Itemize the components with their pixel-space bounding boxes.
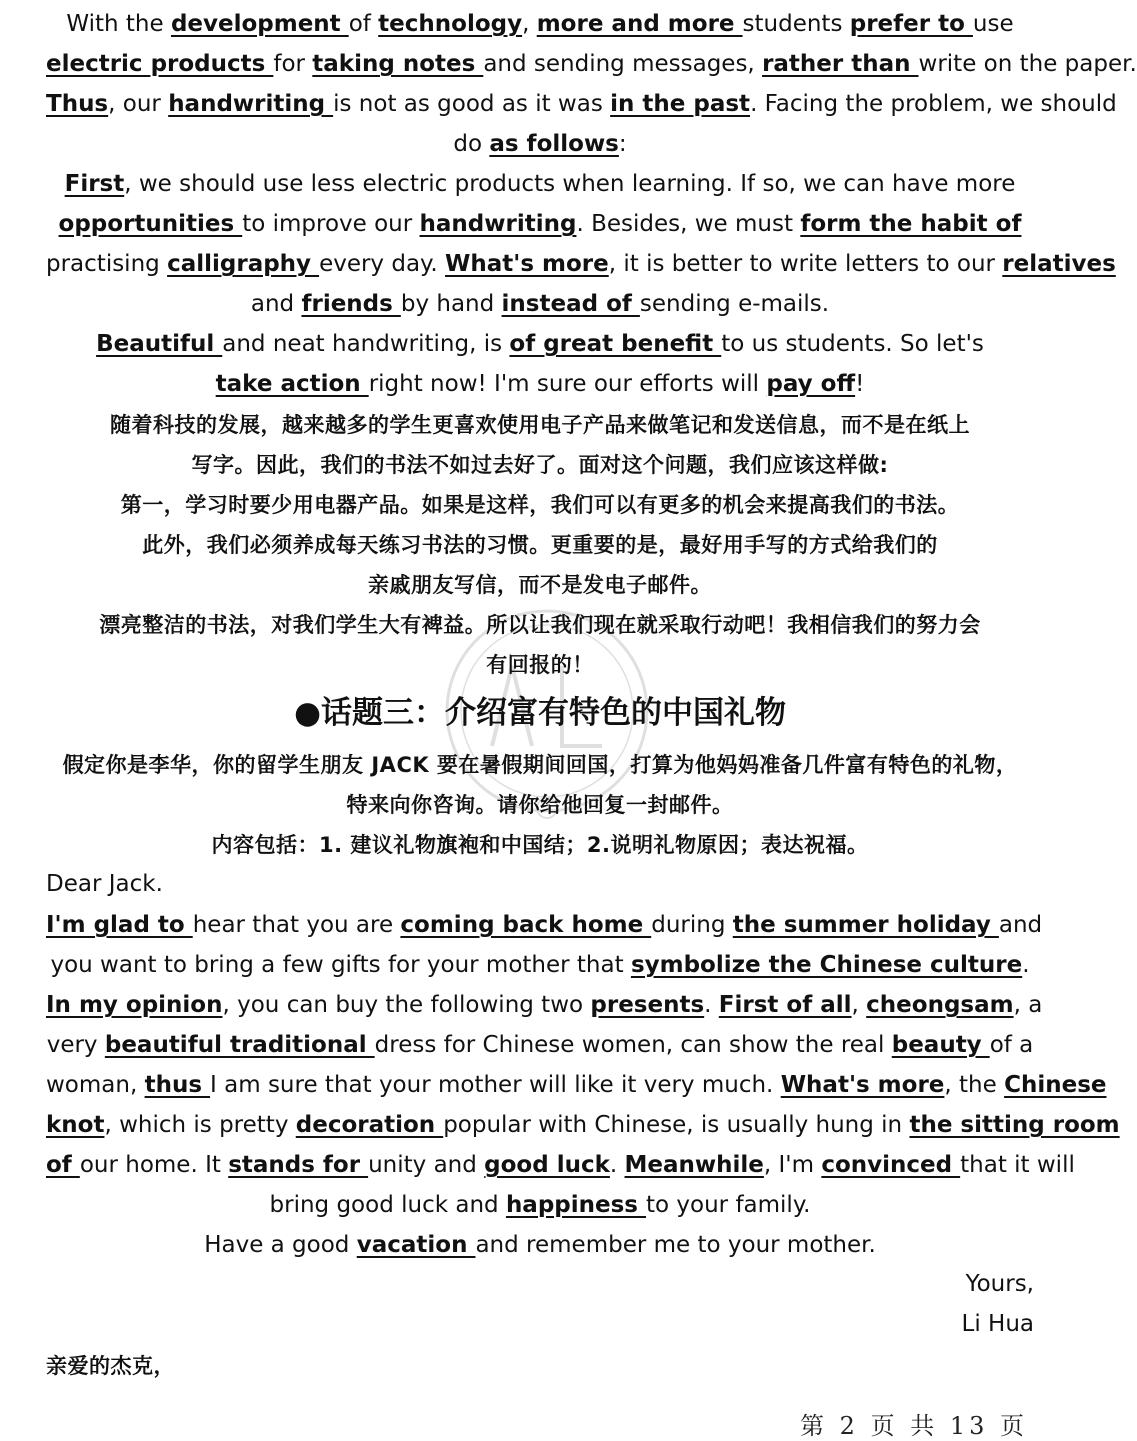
key-phrase: First of all: [718, 992, 852, 1018]
translation-line: 随着科技的发展，越来越多的学生更喜欢使用电子产品来做笔记和发送信息，而不是在纸上: [110, 413, 970, 437]
text-segment: practising: [46, 251, 168, 277]
text-segment: , we should use less electric products when learning. If so, we can have more: [124, 171, 1016, 197]
text-segment: right now! I'm sure our efforts will: [368, 371, 767, 397]
prompt-line: 假定你是李华，你的留学生朋友 JACK 要在暑假期间回国，打算为他妈妈准备几件富有特色的礼物，: [62, 753, 1018, 777]
essay-line: [46, 84, 1117, 124]
essay-line: [46, 124, 1034, 164]
translation-line: 第一，学习时要少用电器产品。如果是这样，我们可以有更多的机会来提高我们的书法。: [120, 493, 960, 517]
key-phrase: the summer holiday: [732, 912, 999, 938]
text-segment: and: [250, 291, 302, 317]
text-segment: of a: [989, 1032, 1034, 1058]
essay-line: [46, 364, 1034, 404]
key-phrase: calligraphy: [167, 251, 320, 277]
key-phrase: relatives: [1002, 251, 1116, 277]
essay-line: [46, 164, 1034, 204]
key-phrase: decoration: [295, 1112, 444, 1138]
key-phrase: presents: [590, 992, 705, 1018]
text-segment: With the: [66, 11, 171, 37]
letter-signature: Li Hua: [961, 1311, 1034, 1337]
text-segment: is not as good as it was: [333, 91, 611, 117]
essay-line: [46, 324, 1034, 364]
text-segment: , I'm: [763, 1152, 822, 1178]
key-phrase: development: [170, 11, 349, 37]
chinese-salutation: 亲爱的杰克，: [46, 1354, 175, 1378]
text-segment: , you can buy the following two: [222, 992, 591, 1018]
key-phrase: thus: [144, 1072, 211, 1098]
essay-line: [46, 44, 1137, 84]
essay-line: [46, 244, 1116, 284]
text-segment: use: [972, 11, 1014, 37]
text-segment: that it will: [960, 1152, 1075, 1178]
key-phrase: form the habit of: [800, 211, 1022, 237]
key-phrase: convinced: [821, 1152, 961, 1178]
text-segment: , the: [944, 1072, 1005, 1098]
key-phrase: beautiful traditional: [104, 1032, 375, 1058]
letter-line: [46, 1185, 1034, 1225]
topic-heading: ●话题三：介绍富有特色的中国礼物: [293, 695, 787, 731]
prompt-line: 内容包括：1. 建议礼物旗袍和中国结；2.说明礼物原因；表达祝福。: [211, 833, 869, 857]
text-segment: to your family.: [646, 1192, 811, 1218]
key-phrase: knot: [46, 1112, 105, 1138]
letter-line: [46, 945, 1034, 985]
key-phrase: in the past: [610, 91, 751, 117]
key-phrase: handwriting: [168, 91, 334, 117]
letter-line: [46, 1225, 1034, 1265]
text-segment: , which is pretty: [104, 1112, 296, 1138]
key-phrase: take action: [215, 371, 369, 397]
key-phrase: cheongsam: [866, 992, 1014, 1018]
key-phrase: happiness: [505, 1192, 647, 1218]
text-segment: bring good luck and: [269, 1192, 506, 1218]
key-phrase: the sitting room: [909, 1112, 1120, 1138]
letter-line: [46, 1065, 1107, 1105]
text-segment: dress for Chinese women, can show the real: [374, 1032, 892, 1058]
text-segment: :: [618, 131, 627, 157]
translation-line: 有回报的！: [486, 653, 594, 677]
key-phrase: I'm glad to: [46, 912, 193, 938]
key-phrase: Beautiful: [96, 331, 223, 357]
text-segment: to improve our: [242, 211, 420, 237]
key-phrase: rather than: [762, 51, 919, 77]
key-phrase: of: [46, 1152, 80, 1178]
key-phrase: In my opinion: [46, 992, 223, 1018]
text-segment: Have a good: [204, 1232, 357, 1258]
key-phrase: friends: [301, 291, 401, 317]
key-phrase: vacation: [356, 1232, 476, 1258]
text-segment: , it is better to write letters to our: [608, 251, 1003, 277]
text-segment: and sending messages,: [483, 51, 763, 77]
text-segment: .: [1022, 952, 1030, 978]
text-segment: and remember me to your mother.: [475, 1232, 876, 1258]
text-segment: you want to bring a few gifts for your mother that: [50, 952, 631, 978]
text-segment: our home. It: [79, 1152, 229, 1178]
letter-salutation: Dear Jack.: [46, 871, 163, 897]
letter-line: [46, 1025, 1034, 1065]
key-phrase: pay off: [766, 371, 856, 397]
key-phrase: coming back home: [400, 912, 652, 938]
text-segment: .: [704, 992, 719, 1018]
letter-line: [46, 985, 1043, 1025]
text-segment: hear that you are: [192, 912, 401, 938]
text-segment: , our: [108, 91, 169, 117]
key-phrase: stands for: [228, 1152, 369, 1178]
essay-line: [46, 284, 1034, 324]
key-phrase: as follows: [489, 131, 619, 157]
text-segment: and: [998, 912, 1043, 938]
prompt-line: 特来向你咨询。请你给他回复一封邮件。: [346, 793, 734, 817]
text-segment: !: [855, 371, 865, 397]
text-segment: for: [273, 51, 313, 77]
text-segment: unity and: [368, 1152, 485, 1178]
text-segment: write on the paper.: [918, 51, 1137, 77]
text-segment: by hand: [400, 291, 502, 317]
letter-closing: Yours,: [965, 1271, 1034, 1297]
text-segment: do: [453, 131, 490, 157]
text-segment: ,: [522, 11, 537, 37]
text-segment: during: [651, 912, 733, 938]
key-phrase: of great benefit: [509, 331, 722, 357]
translation-line: 漂亮整洁的书法，对我们学生大有裨益。所以让我们现在就采取行动吧！我相信我们的努力会: [99, 613, 981, 637]
key-phrase: handwriting: [419, 211, 577, 237]
key-phrase: taking notes: [312, 51, 484, 77]
text-segment: and neat handwriting, is: [222, 331, 510, 357]
key-phrase: technology: [378, 11, 523, 37]
key-phrase: instead of: [501, 291, 640, 317]
text-segment: woman,: [46, 1072, 145, 1098]
text-segment: . Facing the problem, we should: [750, 91, 1117, 117]
key-phrase: Meanwhile: [624, 1152, 764, 1178]
key-phrase: good luck: [484, 1152, 610, 1178]
text-segment: to us students. So let's: [721, 331, 984, 357]
translation-line: 写字。因此，我们的书法不如过去好了。面对这个问题，我们应该这样做:: [191, 453, 889, 477]
key-phrase: beauty: [891, 1032, 990, 1058]
text-segment: I am sure that your mother will like it very much.: [210, 1072, 781, 1098]
key-phrase: Chinese: [1004, 1072, 1107, 1098]
letter-line: [46, 1145, 1075, 1185]
text-segment: .: [609, 1152, 625, 1178]
key-phrase: First: [64, 171, 125, 197]
key-phrase: What's more: [780, 1072, 945, 1098]
essay-line: [46, 204, 1034, 244]
text-segment: students: [742, 11, 850, 37]
text-segment: , a: [1013, 992, 1043, 1018]
text-segment: very: [46, 1032, 105, 1058]
translation-line: 此外，我们必须养成每天练习书法的习惯。更重要的是，最好用手写的方式给我们的: [142, 533, 938, 557]
key-phrase: What's more: [445, 251, 609, 277]
key-phrase: more and more: [536, 11, 743, 37]
key-phrase: Thus: [46, 91, 109, 117]
text-segment: ,: [851, 992, 867, 1018]
key-phrase: symbolize the Chinese culture: [630, 952, 1023, 978]
key-phrase: electric products: [46, 51, 274, 77]
text-segment: sending e-mails.: [639, 291, 830, 317]
key-phrase: prefer to: [849, 11, 973, 37]
text-segment: every day.: [319, 251, 446, 277]
text-segment: of: [348, 11, 379, 37]
key-phrase: opportunities: [58, 211, 243, 237]
essay-line: [46, 4, 1034, 44]
page-number: 第 2 页 共 13 页: [800, 1412, 1028, 1440]
letter-line: [46, 1105, 1120, 1145]
text-segment: popular with Chinese, is usually hung in: [443, 1112, 910, 1138]
text-segment: . Besides, we must: [576, 211, 801, 237]
translation-line: 亲戚朋友写信，而不是发电子邮件。: [368, 573, 712, 597]
letter-line: [46, 905, 1043, 945]
